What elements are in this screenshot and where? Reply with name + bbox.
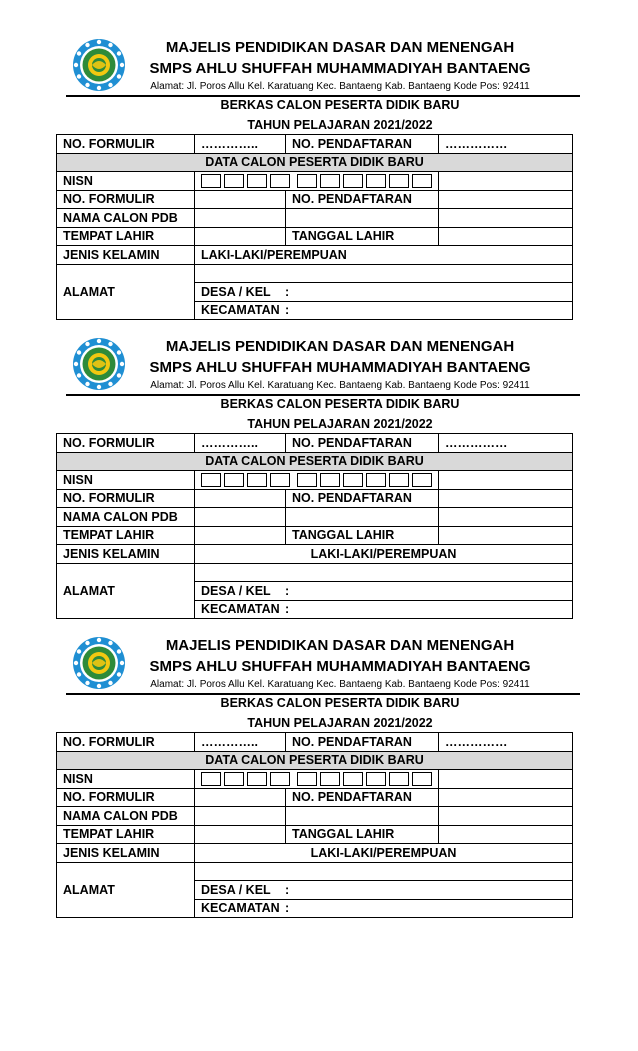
table-row: [57, 508, 573, 527]
nisn-digit-box[interactable]: [366, 473, 386, 487]
nisn-digit-box[interactable]: [343, 473, 363, 487]
alamat-input[interactable]: [195, 862, 573, 881]
nisn-digit-box[interactable]: [366, 174, 386, 188]
nisn-digit-box[interactable]: [224, 174, 244, 188]
muhammadiyah-emblem-icon: [72, 636, 126, 690]
alamat-label: ALAMAT: [57, 264, 195, 320]
table-row: [57, 545, 573, 564]
kecamatan-label: KECAMATAN: [201, 303, 280, 318]
jenis-kelamin-label: JENIS KELAMIN: [57, 246, 195, 265]
registration-form-table: [56, 732, 573, 918]
jenis-kelamin-options[interactable]: LAKI-LAKI/PEREMPUAN: [195, 246, 573, 265]
table-row: [57, 434, 573, 453]
nisn-digit-box[interactable]: [297, 772, 317, 786]
nisn-digit-box[interactable]: [366, 772, 386, 786]
nama-input-ext[interactable]: [286, 508, 439, 527]
tanggal-lahir-label: TANGGAL LAHIR: [286, 825, 439, 844]
jenis-kelamin-options[interactable]: LAKI-LAKI/PEREMPUAN: [195, 844, 573, 863]
nisn-digit-box[interactable]: [343, 772, 363, 786]
nisn-extra-cell: [439, 471, 573, 490]
no-pendaftaran-input[interactable]: [439, 190, 573, 209]
no-pendaftaran-value[interactable]: ……………: [439, 733, 573, 752]
table-row: [57, 209, 573, 228]
nama-input[interactable]: [195, 807, 286, 826]
academic-year: TAHUN PELAJARAN 2021/2022: [247, 118, 433, 132]
table-row: [57, 227, 573, 246]
school-name: SMPS AHLU SHUFFAH MUHAMMADIYAH BANTAENG: [149, 359, 531, 376]
nisn-extra-cell: [439, 770, 573, 789]
kecamatan-colon: :: [285, 901, 290, 916]
nisn-label: NISN: [57, 770, 195, 789]
table-row: [57, 190, 573, 209]
nisn-digit-box[interactable]: [224, 473, 244, 487]
tempat-lahir-input[interactable]: [195, 825, 286, 844]
alamat-label: ALAMAT: [57, 862, 195, 918]
section-title: DATA CALON PESERTA DIDIK BARU: [57, 751, 573, 770]
no-pendaftaran-input[interactable]: [439, 788, 573, 807]
nama-input[interactable]: [195, 209, 286, 228]
nisn-digit-box[interactable]: [412, 174, 432, 188]
nisn-digit-box[interactable]: [270, 772, 290, 786]
no-formulir-value[interactable]: …………..: [195, 434, 286, 453]
nisn-digit-box[interactable]: [247, 174, 267, 188]
kecamatan-row[interactable]: [195, 301, 573, 320]
tempat-lahir-label: TEMPAT LAHIR: [57, 227, 195, 246]
desa-row[interactable]: [195, 881, 573, 900]
no-formulir-value[interactable]: …………..: [195, 733, 286, 752]
no-pendaftaran-label: NO. PENDAFTARAN: [286, 788, 439, 807]
jenis-kelamin-label: JENIS KELAMIN: [57, 844, 195, 863]
registration-form-table: [56, 433, 573, 619]
table-row: [57, 153, 573, 172]
no-formulir-value[interactable]: …………..: [195, 135, 286, 154]
nisn-digit-box[interactable]: [247, 772, 267, 786]
nisn-digit-box[interactable]: [297, 174, 317, 188]
nisn-digit-box[interactable]: [270, 174, 290, 188]
form-title: BERKAS CALON PESERTA DIDIK BARU: [220, 397, 460, 411]
desa-row[interactable]: [195, 283, 573, 302]
no-formulir-input[interactable]: [195, 489, 286, 508]
no-formulir-label: NO. FORMULIR: [57, 190, 195, 209]
tanggal-lahir-input[interactable]: [439, 526, 573, 545]
kecamatan-label: KECAMATAN: [201, 901, 280, 916]
no-pendaftaran-value[interactable]: ……………: [439, 434, 573, 453]
table-row: [57, 788, 573, 807]
desa-label: DESA / KEL: [201, 583, 271, 598]
letterhead: [0, 335, 638, 397]
nisn-digit-box[interactable]: [201, 772, 221, 786]
nama-label: NAMA CALON PDB: [57, 807, 195, 826]
no-formulir-label: NO. FORMULIR: [57, 434, 195, 453]
jenis-kelamin-options[interactable]: LAKI-LAKI/PEREMPUAN: [195, 545, 573, 564]
desa-label: DESA / KEL: [201, 284, 271, 299]
nisn-digit-box[interactable]: [297, 473, 317, 487]
table-row: [57, 751, 573, 770]
school-address: Alamat: Jl. Poros Allu Kel. Karatuang Kec. Bantaeng Kab. Bantaeng Kode Pos: 92411: [150, 679, 530, 690]
registration-card-1: [0, 36, 638, 318]
tempat-lahir-label: TEMPAT LAHIR: [57, 825, 195, 844]
table-row: [57, 807, 573, 826]
nama-input[interactable]: [195, 508, 286, 527]
nisn-digit-box[interactable]: [270, 473, 290, 487]
nisn-digit-box[interactable]: [389, 473, 409, 487]
tanggal-lahir-label: TANGGAL LAHIR: [286, 227, 439, 246]
nisn-digit-box[interactable]: [412, 473, 432, 487]
no-pendaftaran-label: NO. PENDAFTARAN: [286, 733, 439, 752]
table-row: [57, 452, 573, 471]
nama-input-ext[interactable]: [286, 807, 439, 826]
no-pendaftaran-label: NO. PENDAFTARAN: [286, 135, 439, 154]
alamat-input[interactable]: [195, 563, 573, 582]
table-row: [57, 246, 573, 265]
academic-year: TAHUN PELAJARAN 2021/2022: [247, 417, 433, 431]
tanggal-lahir-input[interactable]: [439, 227, 573, 246]
desa-row[interactable]: [195, 582, 573, 601]
nisn-digit-boxes[interactable]: [195, 471, 439, 490]
muhammadiyah-emblem-icon: [72, 38, 126, 92]
registration-card-2: [0, 335, 638, 617]
table-row: [57, 844, 573, 863]
nisn-label: NISN: [57, 172, 195, 191]
nisn-digit-box[interactable]: [389, 772, 409, 786]
section-title: DATA CALON PESERTA DIDIK BARU: [57, 153, 573, 172]
table-row: [57, 135, 573, 154]
tempat-lahir-label: TEMPAT LAHIR: [57, 526, 195, 545]
kecamatan-row[interactable]: [195, 899, 573, 918]
nama-label: NAMA CALON PDB: [57, 209, 195, 228]
desa-colon: :: [285, 284, 290, 299]
registration-form-table: [56, 134, 573, 320]
registration-card-3: [0, 634, 638, 916]
nisn-digit-box[interactable]: [224, 772, 244, 786]
tempat-lahir-input[interactable]: [195, 227, 286, 246]
org-title: MAJELIS PENDIDIKAN DASAR DAN MENENGAH: [165, 637, 515, 654]
no-pendaftaran-label: NO. PENDAFTARAN: [286, 190, 439, 209]
nisn-digit-box[interactable]: [201, 473, 221, 487]
kecamatan-colon: :: [285, 602, 290, 617]
alamat-label: ALAMAT: [57, 563, 195, 619]
no-formulir-input[interactable]: [195, 788, 286, 807]
nama-input-ext2[interactable]: [439, 209, 573, 228]
table-row: [57, 770, 573, 789]
no-pendaftaran-input[interactable]: [439, 489, 573, 508]
nisn-extra-cell: [439, 172, 573, 191]
jenis-kelamin-label: JENIS KELAMIN: [57, 545, 195, 564]
nisn-digit-boxes[interactable]: [195, 172, 439, 191]
tanggal-lahir-input[interactable]: [439, 825, 573, 844]
table-row: [57, 526, 573, 545]
table-row: [57, 172, 573, 191]
desa-colon: :: [285, 583, 290, 598]
no-formulir-input[interactable]: [195, 190, 286, 209]
nama-input-ext2[interactable]: [439, 807, 573, 826]
table-row: [57, 563, 573, 582]
nisn-digit-box[interactable]: [343, 174, 363, 188]
desa-colon: :: [285, 882, 290, 897]
nisn-digit-box[interactable]: [389, 174, 409, 188]
no-formulir-label: NO. FORMULIR: [57, 788, 195, 807]
letterhead: [0, 634, 638, 696]
nisn-digit-box[interactable]: [201, 174, 221, 188]
no-pendaftaran-label: NO. PENDAFTARAN: [286, 489, 439, 508]
tempat-lahir-input[interactable]: [195, 526, 286, 545]
alamat-input[interactable]: [195, 264, 573, 283]
org-title: MAJELIS PENDIDIKAN DASAR DAN MENENGAH: [165, 39, 515, 56]
tanggal-lahir-label: TANGGAL LAHIR: [286, 526, 439, 545]
org-title: MAJELIS PENDIDIKAN DASAR DAN MENENGAH: [165, 338, 515, 355]
nama-input-ext[interactable]: [286, 209, 439, 228]
kecamatan-row[interactable]: [195, 600, 573, 619]
nisn-digit-box[interactable]: [320, 473, 340, 487]
school-address: Alamat: Jl. Poros Allu Kel. Karatuang Kec. Bantaeng Kab. Bantaeng Kode Pos: 92411: [150, 81, 530, 92]
nisn-digit-boxes[interactable]: [195, 770, 439, 789]
desa-label: DESA / KEL: [201, 882, 271, 897]
school-address: Alamat: Jl. Poros Allu Kel. Karatuang Kec. Bantaeng Kab. Bantaeng Kode Pos: 92411: [150, 380, 530, 391]
academic-year: TAHUN PELAJARAN 2021/2022: [247, 716, 433, 730]
no-formulir-label: NO. FORMULIR: [57, 489, 195, 508]
no-formulir-label: NO. FORMULIR: [57, 135, 195, 154]
kecamatan-colon: :: [285, 303, 290, 318]
section-title: DATA CALON PESERTA DIDIK BARU: [57, 452, 573, 471]
school-name: SMPS AHLU SHUFFAH MUHAMMADIYAH BANTAENG: [149, 60, 531, 77]
form-title: BERKAS CALON PESERTA DIDIK BARU: [220, 98, 460, 112]
school-name: SMPS AHLU SHUFFAH MUHAMMADIYAH BANTAENG: [149, 658, 531, 675]
table-row: [57, 489, 573, 508]
nisn-digit-box[interactable]: [412, 772, 432, 786]
nisn-digit-box[interactable]: [320, 174, 340, 188]
kecamatan-label: KECAMATAN: [201, 602, 280, 617]
table-row: [57, 264, 573, 283]
table-row: [57, 733, 573, 752]
muhammadiyah-emblem-icon: [72, 337, 126, 391]
nisn-digit-box[interactable]: [320, 772, 340, 786]
no-pendaftaran-label: NO. PENDAFTARAN: [286, 434, 439, 453]
letterhead: [0, 36, 638, 98]
table-row: [57, 862, 573, 881]
nisn-digit-box[interactable]: [247, 473, 267, 487]
no-formulir-label: NO. FORMULIR: [57, 733, 195, 752]
table-row: [57, 471, 573, 490]
nama-label: NAMA CALON PDB: [57, 508, 195, 527]
nama-input-ext2[interactable]: [439, 508, 573, 527]
form-title: BERKAS CALON PESERTA DIDIK BARU: [220, 696, 460, 710]
no-pendaftaran-value[interactable]: ……………: [439, 135, 573, 154]
table-row: [57, 825, 573, 844]
nisn-label: NISN: [57, 471, 195, 490]
